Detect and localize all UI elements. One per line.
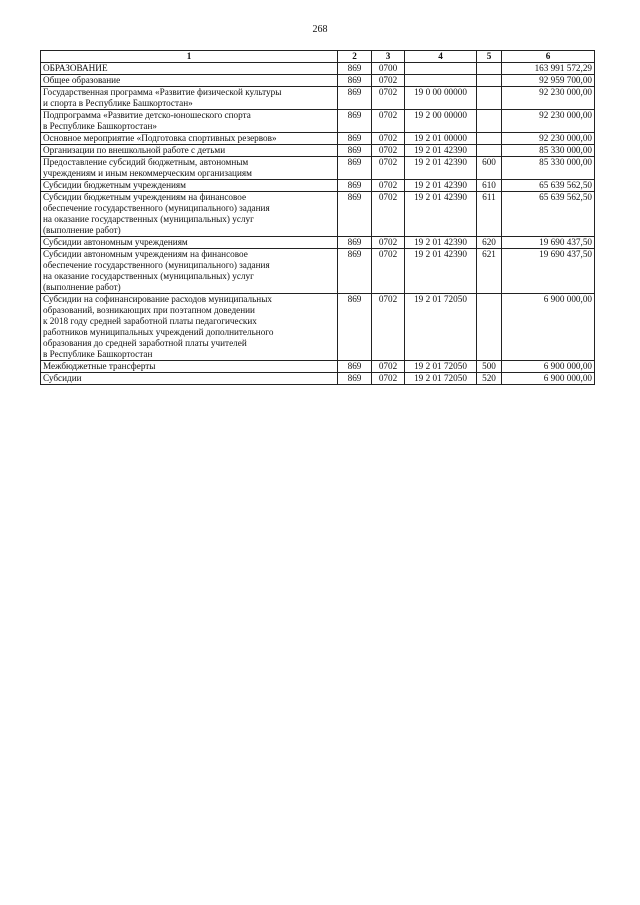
- expense-type-cell: 621: [477, 249, 502, 294]
- section-code-cell: 0702: [372, 294, 405, 361]
- amount-cell: 85 330 000,00: [502, 157, 595, 180]
- target-article-cell: 19 2 00 00000: [405, 110, 477, 133]
- table-header: [41, 51, 595, 63]
- amount-cell: 65 639 562,50: [502, 192, 595, 237]
- department-code-cell: 869: [338, 75, 372, 87]
- department-code-cell: 869: [338, 87, 372, 110]
- row-name-cell: Предоставление субсидий бюджетным, автономным учреждениям и иным некоммерческим организациям: [41, 157, 338, 180]
- expense-type-cell: [477, 75, 502, 87]
- row-name-cell: Субсидии бюджетным учреждениям: [41, 180, 338, 192]
- table-row: [41, 361, 595, 373]
- budget-table: [40, 50, 595, 385]
- section-code-cell: 0702: [372, 249, 405, 294]
- target-article-cell: 19 2 01 72050: [405, 373, 477, 385]
- target-article-cell: 19 2 01 00000: [405, 133, 477, 145]
- amount-cell: 65 639 562,50: [502, 180, 595, 192]
- row-name-cell: Субсидии автономным учреждениям на финансовое обеспечение государственного (муниципального) задания на оказание государственных (муниципальных) услуг (выполнение работ): [41, 249, 338, 294]
- row-name-cell: Субсидии на софинансирование расходов муниципальных образований, возникающих при поэтапном доведении к 2018 году средней заработной платы педагогических работников муниципальных учреждений дополнительного образования до средней заработной платы учителей в Республике Башкортостан: [41, 294, 338, 361]
- header-row: [41, 51, 595, 63]
- table-row: [41, 157, 595, 180]
- target-article-cell: 19 0 00 00000: [405, 87, 477, 110]
- row-name-cell: Субсидии: [41, 373, 338, 385]
- amount-cell: 19 690 437,50: [502, 249, 595, 294]
- target-article-cell: [405, 63, 477, 75]
- row-name-cell: Государственная программа «Развитие физической культуры и спорта в Республике Башкортостан»: [41, 87, 338, 110]
- section-code-cell: 0700: [372, 63, 405, 75]
- column-header-2: 2: [338, 51, 372, 63]
- table-row: [41, 180, 595, 192]
- amount-cell: 92 230 000,00: [502, 110, 595, 133]
- department-code-cell: 869: [338, 157, 372, 180]
- row-name-cell: Основное мероприятие «Подготовка спортивных резервов»: [41, 133, 338, 145]
- table-row: [41, 110, 595, 133]
- department-code-cell: 869: [338, 63, 372, 75]
- department-code-cell: 869: [338, 249, 372, 294]
- target-article-cell: 19 2 01 42390: [405, 237, 477, 249]
- department-code-cell: 869: [338, 180, 372, 192]
- section-code-cell: 0702: [372, 75, 405, 87]
- table-row: [41, 249, 595, 294]
- expense-type-cell: 610: [477, 180, 502, 192]
- expense-type-cell: 600: [477, 157, 502, 180]
- amount-cell: 19 690 437,50: [502, 237, 595, 249]
- department-code-cell: 869: [338, 192, 372, 237]
- table-row: [41, 63, 595, 75]
- target-article-cell: 19 2 01 42390: [405, 145, 477, 157]
- section-code-cell: 0702: [372, 110, 405, 133]
- section-code-cell: 0702: [372, 237, 405, 249]
- expense-type-cell: [477, 63, 502, 75]
- row-name-cell: Общее образование: [41, 75, 338, 87]
- target-article-cell: [405, 75, 477, 87]
- amount-cell: 163 991 572,29: [502, 63, 595, 75]
- section-code-cell: 0702: [372, 157, 405, 180]
- section-code-cell: 0702: [372, 87, 405, 110]
- amount-cell: 6 900 000,00: [502, 373, 595, 385]
- amount-cell: 85 330 000,00: [502, 145, 595, 157]
- expense-type-cell: [477, 145, 502, 157]
- amount-cell: 92 230 000,00: [502, 133, 595, 145]
- department-code-cell: 869: [338, 373, 372, 385]
- column-header-4: 4: [405, 51, 477, 63]
- section-code-cell: 0702: [372, 145, 405, 157]
- row-name-cell: Организации по внешкольной работе с детьми: [41, 145, 338, 157]
- row-name-cell: Субсидии бюджетным учреждениям на финансовое обеспечение государственного (муниципального) задания на оказание государственных (муниципальных) услуг (выполнение работ): [41, 192, 338, 237]
- table-row: [41, 237, 595, 249]
- column-header-1: 1: [41, 51, 338, 63]
- table-row: [41, 294, 595, 361]
- target-article-cell: 19 2 01 42390: [405, 157, 477, 180]
- table-body: [41, 63, 595, 385]
- department-code-cell: 869: [338, 294, 372, 361]
- amount-cell: 6 900 000,00: [502, 361, 595, 373]
- amount-cell: 92 959 700,00: [502, 75, 595, 87]
- section-code-cell: 0702: [372, 373, 405, 385]
- target-article-cell: 19 2 01 42390: [405, 192, 477, 237]
- target-article-cell: 19 2 01 42390: [405, 180, 477, 192]
- row-name-cell: Подпрограмма «Развитие детско-юношеского спорта в Республике Башкортостан»: [41, 110, 338, 133]
- expense-type-cell: [477, 87, 502, 110]
- row-name-cell: Межбюджетные трансферты: [41, 361, 338, 373]
- expense-type-cell: [477, 294, 502, 361]
- expense-type-cell: 500: [477, 361, 502, 373]
- target-article-cell: 19 2 01 72050: [405, 361, 477, 373]
- page-number: 268: [312, 24, 328, 35]
- amount-cell: 6 900 000,00: [502, 294, 595, 361]
- expense-type-cell: 620: [477, 237, 502, 249]
- column-header-3: 3: [372, 51, 405, 63]
- expense-type-cell: 611: [477, 192, 502, 237]
- column-header-6: 6: [502, 51, 595, 63]
- column-header-5: 5: [477, 51, 502, 63]
- department-code-cell: 869: [338, 133, 372, 145]
- table-row: [41, 145, 595, 157]
- table-row: [41, 75, 595, 87]
- department-code-cell: 869: [338, 237, 372, 249]
- amount-cell: 92 230 000,00: [502, 87, 595, 110]
- section-code-cell: 0702: [372, 192, 405, 237]
- department-code-cell: 869: [338, 110, 372, 133]
- target-article-cell: 19 2 01 42390: [405, 249, 477, 294]
- expense-type-cell: [477, 110, 502, 133]
- section-code-cell: 0702: [372, 133, 405, 145]
- expense-type-cell: 520: [477, 373, 502, 385]
- table-row: [41, 87, 595, 110]
- section-code-cell: 0702: [372, 361, 405, 373]
- section-code-cell: 0702: [372, 180, 405, 192]
- row-name-cell: ОБРАЗОВАНИЕ: [41, 63, 338, 75]
- department-code-cell: 869: [338, 361, 372, 373]
- table-row: [41, 133, 595, 145]
- department-code-cell: 869: [338, 145, 372, 157]
- table-row: [41, 373, 595, 385]
- table-row: [41, 192, 595, 237]
- row-name-cell: Субсидии автономным учреждениям: [41, 237, 338, 249]
- expense-type-cell: [477, 133, 502, 145]
- target-article-cell: 19 2 01 72050: [405, 294, 477, 361]
